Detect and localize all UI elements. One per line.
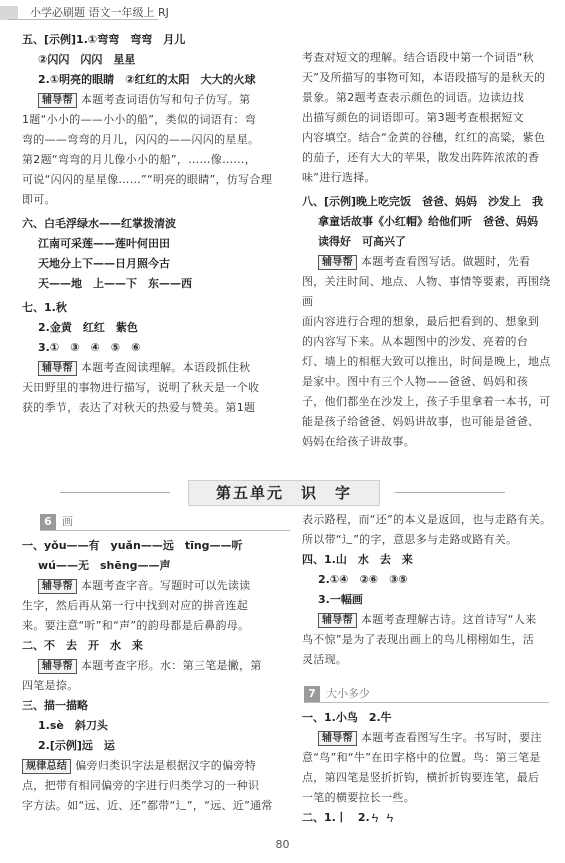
lesson-rule: [40, 530, 290, 531]
explanation-line: 四笔是捺。: [22, 679, 79, 692]
answer-7-2: 2.金黄 红红 紫色: [38, 321, 138, 334]
answer-6-d: 天——地 上——下 东——西: [38, 277, 192, 290]
answer-l6-3-2: 2.[示例]远 运: [38, 739, 115, 752]
explanation-line: 妈妈在给孩子讲故事。: [302, 435, 415, 448]
tutor-tag: 辅导帮: [318, 255, 357, 270]
explanation-line: 获的季节，表达了对秋天的热爱与赞美。第1题: [22, 401, 256, 414]
explanation-line: 意“鸟”和“牛”在田字格中的位置。鸟：第三笔是: [302, 751, 541, 764]
explanation-line: 本题考查字音。写题时可以先读读: [80, 579, 251, 592]
rule-summary-tag: 规律总结: [22, 759, 71, 774]
answer-l6-3: 三、描一描略: [22, 699, 88, 712]
lesson-7-header: [304, 686, 549, 702]
tutor-tag: 辅导帮: [38, 579, 77, 594]
answer-l6-3-1: 1.sè 斜刀头: [38, 719, 108, 732]
explanation-block: [302, 610, 552, 630]
explanation-line: 本题考查看图写话。做题时，先看: [360, 255, 531, 268]
explanation-block: [302, 728, 552, 748]
answer-5-2: 2.①明亮的眼睛 ②红红的太阳 大大的火球: [38, 73, 256, 86]
explanation-line: 能是孩子给爸爸、妈妈讲故事，也可能是爸爸、: [302, 415, 540, 428]
explanation-line: 图，关注时间、地点、人物、事情等要素，再围绕画: [302, 275, 551, 308]
explanation-line: 第2题“弯弯的月儿像小小的船”，……像……，: [22, 153, 256, 166]
left-top-column: [22, 30, 282, 418]
explanation-block: [22, 90, 282, 110]
explanation-line: 可说“闪闪的星星像……”“明亮的眼睛”，仿写合理: [22, 173, 272, 186]
right-top-column: [302, 48, 552, 452]
explanation-line: 生字，然后再从第一行中找到对应的拼音连起: [22, 599, 248, 612]
explanation-line: 内容填空。结合“金黄的谷穗，红红的高粱，紫色: [302, 131, 546, 144]
answer-6-b: 江南可采莲——莲叶何田田: [38, 237, 170, 250]
answer-l6-2: 二、不 去 开 水 来: [22, 639, 143, 652]
answer-7-3: 3.① ③ ④ ⑤ ⑥: [38, 341, 141, 354]
explanation-line: 天田野里的事物进行描写，说明了秋天是一个收: [22, 381, 260, 394]
explanation-block: [302, 252, 552, 272]
explanation-line: 出描写颜色的词语即可。第3题考查根据短文: [302, 111, 524, 124]
lesson-rule: [304, 702, 549, 703]
explanation-line: 点，第四笔是竖折折钩，横折折钩要连笔，最后: [302, 771, 540, 784]
header-logo-strip: [0, 6, 18, 20]
explanation-line: 的内容写下来。从本题图中的沙发、亮着的台: [302, 335, 528, 348]
banner-rule-right: [395, 492, 505, 493]
explanation-line: 一笔的横要拉长一些。: [302, 791, 415, 804]
explanation-line: 灯、墙上的相框大致可以推出，时间是晚上，地点: [302, 355, 551, 368]
explanation-line: 本题考查词语仿写和句子仿写。第: [80, 93, 251, 106]
unit-banner: [20, 478, 545, 506]
lesson-title: 画: [62, 515, 73, 528]
answer-6-c: 天地分上下——日月照今古: [38, 257, 170, 270]
tutor-tag: 辅导帮: [38, 93, 77, 108]
tutor-tag: 辅导帮: [318, 731, 357, 746]
explanation-line: 本题考查看图写生字。书写时，要注: [360, 731, 542, 744]
answer-8-b: 拿童话故事《小红帽》给他们听 爸爸、妈妈: [318, 215, 538, 228]
lesson-6-header: [40, 514, 290, 530]
explanation-line: 1题“小小的——小小的船”，类似的词语有：弯: [22, 113, 256, 126]
lesson-title: 大小多少: [326, 687, 370, 700]
answer-8-c: 读得好 可高兴了: [318, 235, 406, 248]
explanation-line: 灵活现。: [302, 653, 348, 666]
answer-5-1: 五、[示例]1.①弯弯 弯弯 月儿: [22, 33, 186, 46]
explanation-line: 的茄子，还有大大的苹果，散发出阵阵浓浓的香: [302, 151, 540, 164]
explanation-line: 本题考查阅读理解。本语段抓住秋: [80, 361, 251, 374]
tutor-tag: 辅导帮: [38, 361, 77, 376]
explanation-line: 味”进行选择。: [302, 171, 376, 184]
answer-l6-4-3: 3.一幅画: [318, 593, 363, 606]
explanation-line: 景象。第2题考查表示颜色的词语。边读边找: [302, 91, 524, 104]
tutor-tag: 辅导帮: [38, 659, 77, 674]
page-header: [0, 0, 565, 22]
explanation-line: 表示路程，而“还”的本义是返回，也与走路有关。: [302, 513, 552, 526]
answer-l6-4: 四、1.山 水 去 来: [302, 553, 413, 566]
explanation-line: 来。要注意“听”和“声”的韵母都是后鼻韵母。: [22, 619, 250, 632]
answer-l6-1b: wú——无 shēng——声: [38, 559, 171, 572]
explanation-line: 考查对短文的理解。结合语段中第一个词语“秋: [302, 51, 534, 64]
answer-8-a: 八、[示例]晚上吃完饭 爸爸、妈妈 沙发上 我: [302, 195, 544, 208]
right-lesson7-column: [302, 708, 552, 828]
explanation-line: 字方法。如“远、近、还”都带“辶”，“远、近”通常: [22, 799, 273, 812]
series-title: 小学必刷题 语文一年级上 RJ: [30, 6, 169, 19]
right-bottom-column: [302, 510, 552, 670]
lesson-number: 6: [40, 514, 56, 530]
explanation-line: 所以带“辶”的字，意思多与走路或路有关。: [302, 533, 518, 546]
left-bottom-column: [22, 536, 284, 816]
page-number: 80: [275, 838, 290, 851]
answer-l6-4-2: 2.①④ ②⑥ ③⑤: [318, 573, 408, 586]
tutor-tag: 辅导帮: [318, 613, 357, 628]
explanation-line: 弯的——弯弯的月儿，闪闪的——闪闪的星星。: [22, 133, 260, 146]
explanation-block: [22, 656, 284, 676]
explanation-block: [22, 576, 284, 596]
answer-5-1b: ②闪闪 闪闪 星星: [38, 53, 136, 66]
explanation-line: 子，他们都坐在沙发上，孩子手里拿着一本书，可: [302, 395, 551, 408]
explanation-line: 鸟不惊”是为了表现出画上的鸟儿栩栩如生，活: [302, 633, 534, 646]
banner-rule-left: [60, 492, 170, 493]
answer-6-a: 六、白毛浮绿水——红掌拨清波: [22, 217, 176, 230]
answer-l7-2: 二、1.丨 2.ㄣ ㄣ: [302, 811, 396, 824]
answer-l7-1: 一、1.小鸟 2.牛: [302, 711, 392, 724]
answer-7-1: 七、1.秋: [22, 301, 67, 314]
answer-l6-1a: 一、yǒu——有 yuǎn——远 tīng——听: [22, 539, 243, 552]
explanation-block: [22, 358, 282, 378]
explanation-line: 偏旁归类识字法是根据汉字的偏旁特: [75, 759, 257, 772]
lesson-number: 7: [304, 686, 320, 702]
explanation-line: 天”及所描写的事物可知，本语段描写的是秋天的: [302, 71, 546, 84]
explanation-line: 即可。: [22, 193, 56, 206]
explanation-line: 面内容进行合理的想象，最后把看到的、想象到: [302, 315, 540, 328]
explanation-line: 本题考查理解古诗。这首诗写“人来: [360, 613, 537, 626]
explanation-line: 本题考查字形。水：第三笔是撇，第: [80, 659, 262, 672]
explanation-line: 点，把带有相同偏旁的字进行归类学习的一种识: [22, 779, 260, 792]
explanation-line: 是家中。图中有三个人物——爸爸、妈妈和孩: [302, 375, 528, 388]
explanation-block: [22, 756, 284, 776]
header-rule: [8, 19, 158, 20]
unit-title: 第五单元 识 字: [188, 480, 380, 506]
